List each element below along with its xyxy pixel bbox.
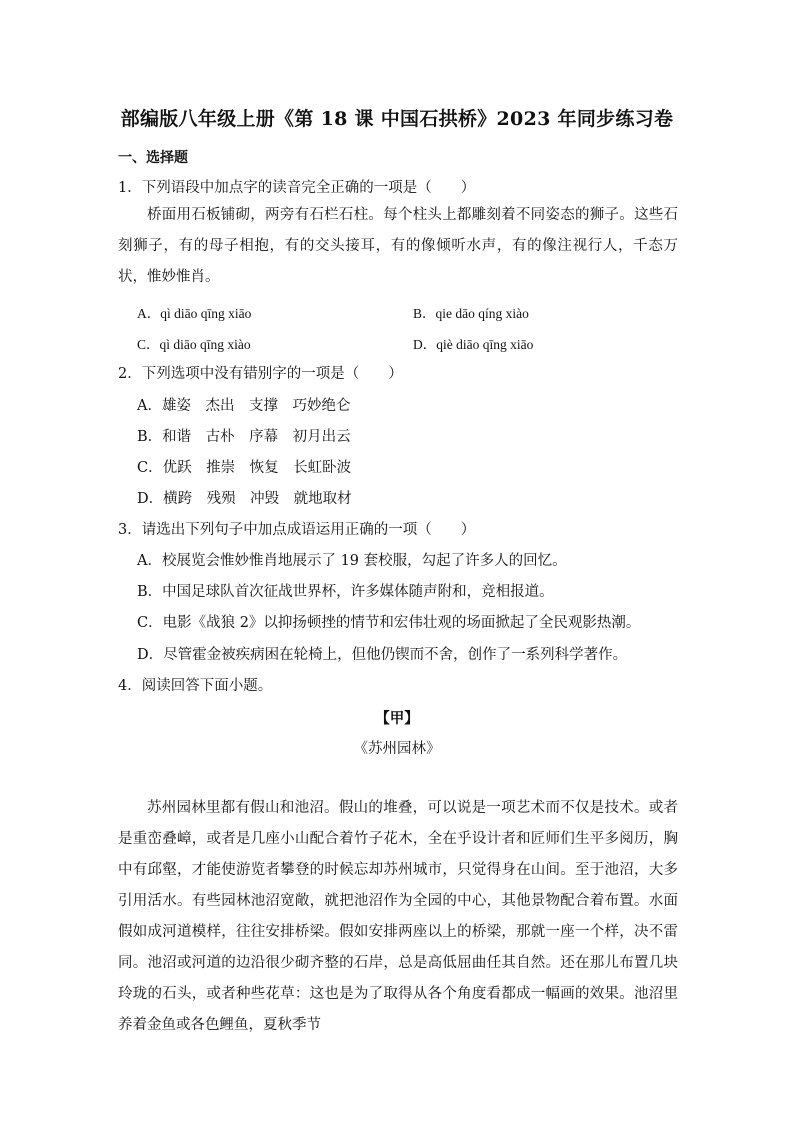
question-2-stem: 2．下列选项中没有错别字的一项是（ ） bbox=[118, 366, 403, 382]
question-1-stem: 1．下列语段中加点字的读音完全正确的一项是（ ） bbox=[118, 180, 476, 196]
article-text: 苏州园林里都有假山和池沼。假山的堆叠，可以说是一项艺术而不仅是技术。或者是重峦叠嶂，或者是几座小山配合着竹子花木，全在乎设计者和匠师们生平多阅历，胸中有邱壑，才能使游览者攀登的时候忘却苏州城市，只觉得身在山间。至于池沼，大多引用活水。有些园林池沼宽敞，就把池沼作为全园的中心，其他景物配合着布置。水面假如成河道模样，往往安排桥梁。假如安排两座以上的桥梁，那就一座一个样，决不雷同。池沼或河道的边沿很少砌齐整的石岸，总是高低屈曲任其自然。还在那儿布置几块玲珑的石头，或者种些花草：这也是为了取得从各个角度看都成一幅画的效果。池沼里养着金鱼或各色鲤鱼，夏秋季节 bbox=[118, 800, 678, 1033]
option-text: C．qì diāo qīng xiào bbox=[137, 337, 251, 352]
question-3-option-a: A．校展览会惟妙惟肖地展示了 19 套校服，勾起了许多人的回忆。 bbox=[137, 553, 567, 569]
question-3-option-b: B．中国足球队首次征战世界杯，许多媒体随声附和，竞相报道。 bbox=[137, 584, 554, 600]
question-2-option-d: D．横跨 残殒 冲毁 就地取材 bbox=[137, 491, 352, 507]
question-2-option-a: A．雄姿 杰出 支撑 巧妙绝仑 bbox=[137, 398, 351, 414]
question-2-option-b: B．和谐 古朴 序幕 初月出云 bbox=[137, 429, 351, 445]
question-3-stem: 3．请选出下列句子中加点成语运用正确的一项（ ） bbox=[118, 522, 476, 538]
document-title: 部编版八年级上册《第 18 课 中国石拱桥》2023 年同步练习卷 bbox=[120, 108, 674, 130]
question-3-option-c: C．电影《战狼 2》以抑扬顿挫的情节和宏伟壮观的场面掀起了全民观影热潮。 bbox=[137, 615, 641, 631]
article-title: 《苏州园林》 bbox=[353, 741, 441, 757]
question-1-option-d bbox=[413, 333, 533, 353]
question-1-option-c bbox=[137, 333, 251, 353]
option-text: A．qì diāo qīng xiāo bbox=[137, 306, 252, 321]
question-1-option-a bbox=[137, 302, 251, 322]
question-3-option-d: D．尽管霍金被疾病困在轮椅上，但他仍锲而不舍，创作了一系列科学著作。 bbox=[137, 647, 628, 663]
question-1-option-b bbox=[413, 302, 529, 322]
part-label: 【甲】 bbox=[375, 710, 419, 727]
option-text: D．qiè diāo qīng xiāo bbox=[413, 337, 534, 352]
question-1-passage-text: 桥面用石板铺砌，两旁有石栏石柱。每个柱头上都雕刻着不同姿态的狮子。这些石刻狮子，有的母子相抱，有的交头接耳，有的像倾听水声，有的像注视行人，千态万状，惟妙惟肖。 bbox=[118, 207, 678, 285]
section-heading: 一、选择题 bbox=[118, 150, 188, 166]
question-1-passage bbox=[118, 200, 678, 293]
option-text: B．qie dāo qíng xiào bbox=[413, 306, 529, 321]
question-2-option-c: C．优跃 推崇 恢复 长虹卧波 bbox=[137, 460, 352, 476]
article-body bbox=[118, 793, 678, 1041]
question-4-stem: 4．阅读回答下面小题。 bbox=[118, 678, 273, 694]
